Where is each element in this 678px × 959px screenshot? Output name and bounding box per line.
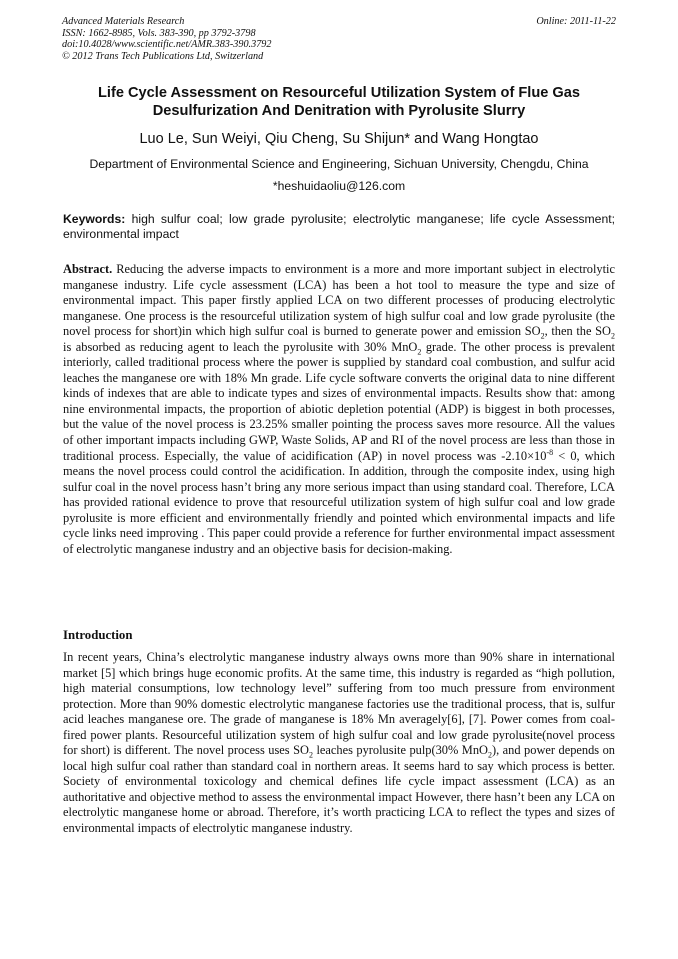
corresponding-email: *heshuidaoliu@126.com: [272, 179, 406, 193]
abstract-sub-1: 2: [540, 331, 545, 341]
abstract-text-1: Reducing the adverse impacts to environment is a more and more important subject in electrolytic manganese industry. Life cycle assessment (LCA) has been a hot tool to measure the type and size of environmental impact. This paper firstly applied LCA on two different processes of producing electrolytic manganese. One process is the resourceful utilization system of high sulfur coal and low grade pyrolusite (the novel process for short)in which high sulfur coal is burned to generate power and emission SO: [63, 262, 615, 339]
journal-name: Advanced Materials Research: [62, 16, 185, 27]
paper-title: [60, 84, 618, 120]
running-header: [62, 16, 616, 62]
title-line-1: Life Cycle Assessment on Resourceful Utilization System of Flue Gas: [98, 85, 580, 101]
affiliation: Department of Environmental Science and Engineering, Sichuan University, Chengdu, China: [89, 157, 589, 171]
abstract-text-3: is absorbed as reducing agent to leach the pyrolusite with 30% MnO: [63, 339, 418, 354]
abstract-sub-3: 2: [417, 347, 422, 357]
intro-sub-2: 2: [487, 750, 492, 760]
abstract-sup-1: -8: [546, 447, 554, 457]
copyright-line: © 2012 Trans Tech Publications Ltd, Switzerland: [62, 50, 264, 62]
abstract-label: Abstract.: [63, 262, 113, 276]
intro-text-1: In recent years, China’s electrolytic manganese industry always owns more than 90% share in international market [5] which brings huge economic profits. At the same time, this industry is regarded as “high pollution, high material consumptions, low technology level” suffering from too much pressure from environment protection. More than 90% domestic electrolytic manganese factories use the traditional process, that is, sulfur acid leaches manganese ore. The grade of manganese is 18% Mn averagely[6], [7]. Power comes from coal-fired power plants. Resourceful utilization system of high sulfur coal and low grade pyrolusite(novel process for short) is different. The novel process uses SO: [63, 650, 615, 758]
issn-line: ISSN: 1662-8985, Vols. 383-390, pp 3792-3798: [62, 27, 256, 39]
keywords-block: [63, 212, 615, 242]
abstract-text-2: , then the SO: [544, 324, 611, 339]
doi-line: doi:10.4028/www.scientific.net/AMR.383-390.3792: [62, 39, 272, 50]
intro-sub-1: 2: [308, 750, 313, 760]
introduction-paragraph: [63, 650, 615, 837]
intro-text-2: leaches pyrolusite pulp(30% MnO: [312, 743, 488, 758]
abstract-sub-2: 2: [611, 331, 615, 341]
title-line-2: Desulfurization And Denitration with Pyrolusite Slurry: [152, 103, 526, 119]
introduction-heading: Introduction: [63, 628, 133, 642]
keywords-text: high sulfur coal; low grade pyrolusite; electrolytic manganese; life cycle Assessment; environmental impact: [63, 212, 615, 242]
abstract-text-5: < 0, which means the novel process could control the acidification. In addition, through the composite index, using high sulfur coal in the novel process hasn’t bring any more serious impact than using standard coal. Therefore, LCA has provided rational evidence to prove that resourceful utilization system of high sulfur coal and low grade pyrolusite is more efficient and environmentally friendly and pointed which environmental impacts and life cycle links need improving . This paper could provide a reference for further environmental impact assessment of electrolytic manganese industry and an objective basis for decision-making.: [63, 448, 616, 556]
keywords-label: Keywords:: [63, 212, 126, 226]
abstract-block: [63, 262, 615, 557]
abstract-text-4: grade. The other process is prevalent interiorly, called traditional process where the power is supplied by standard coal combustion, and sulfur acid leaches the manganese ore with 18% Mn grade. Life cycle software converts the original data to nine different kinds of indexes that are able to indicate types and sizes of environmental impacts. Results show that: among nine environmental impacts, the proportion of abiotic depletion potential (ADP) is biggest in both processes, but the value of the novel process is 23.25% smaller pointing the process saves more resource. All the values of other important impacts including GWP, Waste Solids, AP and RI of the novel process are less than those in traditional process. Especially, the value of acidification (AP) in novel process was -2.10×10: [63, 339, 615, 463]
author-list: Luo Le, Sun Weiyi, Qiu Cheng, Su Shijun* and Wang Hongtao: [139, 131, 539, 147]
online-date: Online: 2011-11-22: [536, 16, 616, 27]
intro-text-3: ), and power depends on local high sulfur coal rather than standard coal in northern areas. It seems hard to say which process is better. Society of environmental toxicology and chemical defines life cycle impact assessment (LCA) as an authoritative and objective method to assess the environmental impact However, there hasn’t been any LCA on electrolytic manganese home or abroad. Therefore, it’s worth practicing LCA to reflect the types and sizes of environmental impacts of electrolytic manganese industry.: [63, 743, 615, 836]
